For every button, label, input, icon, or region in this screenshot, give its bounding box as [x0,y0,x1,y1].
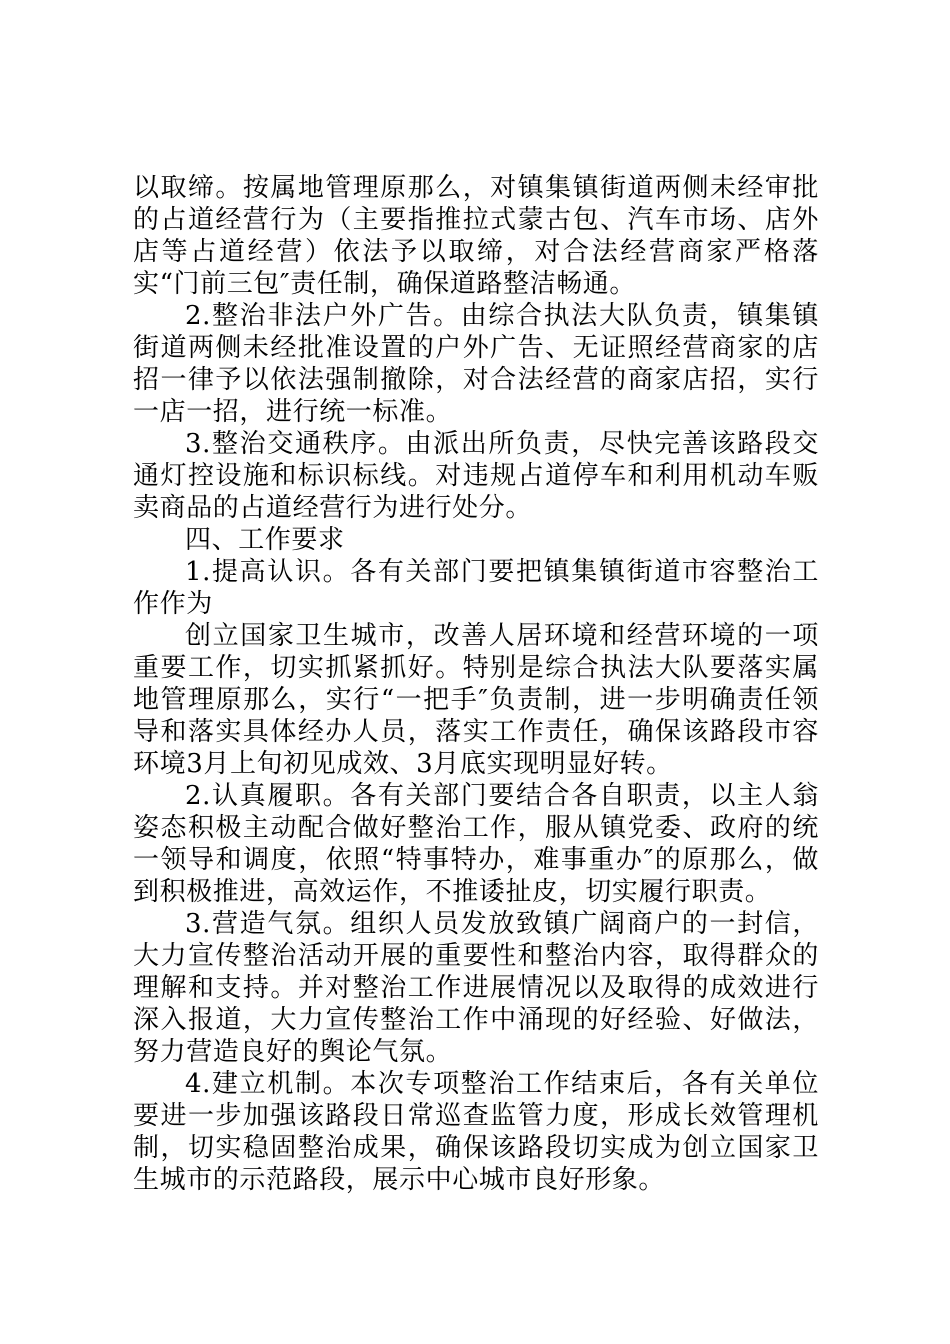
paragraph-create-atmosphere: 3.营造气氛。组织人员发放致镇广阔商户的一封信，大力宣传整治活动开展的重要性和整治内容，取得群众的理解和支持。并对整治工作进展情况以及取得的成效进行深入报道，大力宣传整治工作中涌现的好经验、好做法，努力营造良好的舆论气氛。 [133,909,819,1067]
paragraph-outdoor-ads: 2.整治非法户外广告。由综合执法大队负责，镇集镇街道两侧未经批准设置的户外广告、无证照经营商家的店招一律予以依法强制撤除，对合法经营的商家店招，实行一店一招，进行统一标准。 [133,301,819,427]
paragraph-continuation: 以取缔。按属地管理原那么，对镇集镇街道两侧未经审批的占道经营行为（主要指推拉式蒙古包、汽车市场、店外店等占道经营）依法予以取缔，对合法经营商家严格落实“门前三包″责任制，确保道路整洁畅通。 [133,173,819,299]
section-heading-work-requirements: 四、工作要求 [185,525,345,555]
paragraph-raise-awareness-continued: 创立国家卫生城市，改善人居环境和经营环境的一项重要工作，切实抓紧抓好。特别是综合执法大队要落实属地管理原那么，实行“一把手″负责制，进一步明确责任领导和落实具体经办人员，落实工作责任，确保该路段市容环境3月上旬初见成效、3月底实现明显好转。 [133,621,819,779]
paragraph-traffic-order: 3.整治交通秩序。由派出所负责，尽快完善该路段交通灯控设施和标识标线。对违规占道停车和利用机动车贩卖商品的占道经营行为进行处分。 [133,429,819,523]
paragraph-perform-duties: 2.认真履职。各有关部门要结合各自职责，以主人翁姿态积极主动配合做好整治工作，服从镇党委、政府的统一领导和调度，依照“特事特办，难事重办″的原那么，做到积极推进，高效运作，不推诿扯皮，切实履行职责。 [133,781,819,907]
document-page [133,172,819,1196]
paragraph-raise-awareness: 1.提高认识。各有关部门要把镇集镇街道市容整治工作作为 [133,557,819,619]
paragraph-establish-mechanism: 4.建立机制。本次专项整治工作结束后，各有关单位要进一步加强该路段日常巡查监管力度，形成长效管理机制，切实稳固整治成果，确保该路段切实成为创立国家卫生城市的示范路段，展示中心城市良好形象。 [133,1069,819,1195]
